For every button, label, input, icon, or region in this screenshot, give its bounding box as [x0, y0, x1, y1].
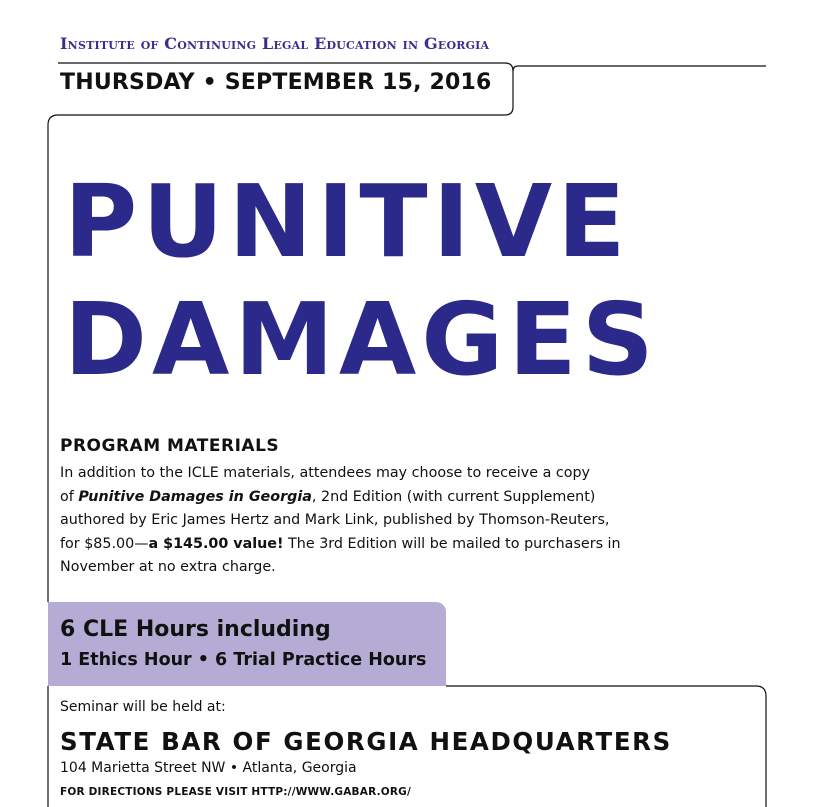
program-materials-body	[60, 462, 620, 580]
pm-line-4-post: The 3rd Edition will be mailed to purchasers in	[283, 535, 621, 552]
program-materials-heading: PROGRAM MATERIALS	[60, 436, 280, 456]
venue-name: STATE BAR OF GEORGIA HEADQUARTERS	[60, 727, 672, 756]
book-title: Punitive Damages in Georgia	[78, 488, 312, 505]
event-date: THURSDAY • SEPTEMBER 15, 2016	[60, 70, 492, 95]
institute-name: Institute of Continuing Legal Education in Georgia	[60, 34, 490, 53]
pm-line-2	[60, 486, 620, 510]
pm-line-2-post: , 2nd Edition (with current Supplement)	[311, 488, 596, 505]
pm-line-5: November at no extra charge.	[60, 559, 276, 575]
title-line-1: PUNITIVE	[64, 163, 631, 280]
cle-hours-main: 6 CLE Hours including	[60, 617, 331, 642]
seminar-location-intro: Seminar will be held at:	[60, 699, 226, 715]
pm-line-3: authored by Eric James Hertz and Mark Link, published by Thomson-Reuters,	[60, 512, 610, 528]
cle-hours-box	[48, 602, 446, 686]
directions-link[interactable]: FOR DIRECTIONS PLEASE VISIT HTTP://WWW.GABAR.ORG/	[60, 786, 412, 798]
pm-line-2-pre: of	[60, 488, 79, 505]
title-line-2: DAMAGES	[64, 281, 659, 398]
pm-line-4	[60, 533, 620, 557]
pm-line-1: In addition to the ICLE materials, attendees may choose to receive a copy	[60, 465, 591, 481]
cle-hours-detail: 1 Ethics Hour • 6 Trial Practice Hours	[60, 650, 427, 670]
pm-line-4-pre: for $85.00—	[60, 535, 149, 552]
venue-address: 104 Marietta Street NW • Atlanta, Georgia	[60, 760, 357, 776]
value-highlight: a $145.00 value!	[148, 535, 284, 552]
